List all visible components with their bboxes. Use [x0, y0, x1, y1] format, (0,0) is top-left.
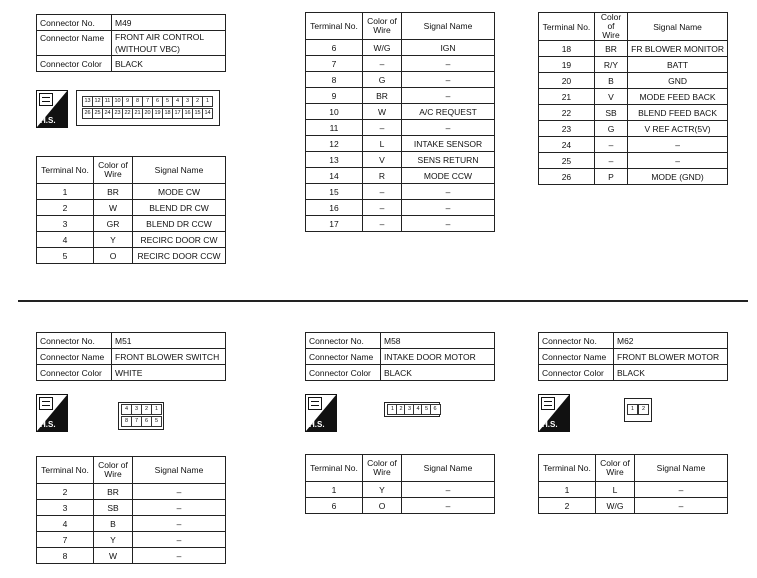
header-terminal: Terminal No.	[306, 455, 363, 482]
info-row	[539, 365, 728, 381]
wire-color-cell: W	[94, 200, 133, 216]
connector-pin: 13	[82, 96, 93, 107]
connector-pin: 6	[141, 416, 152, 427]
signal-name-cell: MODE FEED BACK	[628, 89, 728, 105]
header-signal: Signal Name	[635, 455, 728, 482]
connector-pin: 22	[122, 108, 133, 119]
info-label: Connector Color	[37, 56, 112, 72]
header-signal: Signal Name	[402, 455, 495, 482]
info-value: FRONT BLOWER SWITCH	[112, 349, 226, 365]
connector-pin: 6	[152, 96, 163, 107]
connector-pin: 8	[132, 96, 143, 107]
header-terminal: Terminal No.	[539, 13, 595, 41]
connector-pin: 25	[92, 108, 103, 119]
connector-pin: 1	[627, 404, 638, 415]
wire-color-cell: –	[363, 120, 402, 136]
terminal-cell: 23	[539, 121, 595, 137]
info-row	[37, 349, 226, 365]
info-row	[306, 333, 495, 349]
signal-name-cell: –	[635, 482, 728, 498]
wire-color-cell: BR	[594, 41, 627, 57]
info-row	[37, 365, 226, 381]
terminal-cell: 1	[37, 184, 94, 200]
wire-color-cell: SB	[594, 105, 627, 121]
info-row	[37, 15, 226, 31]
table-row	[37, 232, 226, 248]
wire-color-cell: O	[94, 248, 133, 264]
terminal-cell: 18	[539, 41, 595, 57]
terminal-cell: 8	[306, 72, 363, 88]
connector-pin: 8	[121, 416, 132, 427]
signal-name-cell: RECIRC DOOR CCW	[133, 248, 226, 264]
wire-color-cell: R/Y	[594, 57, 627, 73]
wire-color-cell: B	[594, 73, 627, 89]
signal-name-cell: BLEND DR CW	[133, 200, 226, 216]
terminal-cell: 7	[37, 532, 94, 548]
terminal-table-m51	[36, 456, 226, 564]
terminal-cell: 19	[539, 57, 595, 73]
signal-name-cell: –	[402, 72, 495, 88]
wire-color-cell: BR	[94, 184, 133, 200]
connector-pin: 19	[152, 108, 163, 119]
wire-color-cell: L	[596, 482, 635, 498]
table-header	[539, 455, 728, 482]
signal-name-cell: SENS RETURN	[402, 152, 495, 168]
info-value: M58	[381, 333, 495, 349]
terminal-cell: 4	[37, 232, 94, 248]
terminal-cell: 17	[306, 216, 363, 232]
connector-pin: 26	[82, 108, 93, 119]
connector-pin: 23	[112, 108, 123, 119]
wire-color-cell: W	[363, 104, 402, 120]
wire-color-cell: BR	[94, 484, 133, 500]
table-row	[539, 41, 728, 57]
connector-pin: 7	[142, 96, 153, 107]
connector-pin: 11	[102, 96, 113, 107]
table-header	[37, 157, 226, 184]
signal-name-cell: –	[402, 56, 495, 72]
info-label: Connector Name	[37, 349, 112, 365]
table-row	[306, 482, 495, 498]
wire-color-cell: –	[363, 56, 402, 72]
connector-pin: 17	[172, 108, 183, 119]
table-row	[306, 168, 495, 184]
table-row	[306, 184, 495, 200]
table-row	[306, 120, 495, 136]
info-label: Connector Name	[306, 349, 381, 365]
info-row	[37, 333, 226, 349]
terminal-cell: 2	[37, 484, 94, 500]
header-color: Color of Wire	[94, 157, 133, 184]
table-row	[37, 200, 226, 216]
terminal-cell: 4	[37, 516, 94, 532]
terminal-table-m58	[305, 454, 495, 514]
info-row	[306, 349, 495, 365]
terminal-cell: 11	[306, 120, 363, 136]
signal-name-cell: –	[402, 216, 495, 232]
wire-color-cell: W	[94, 548, 133, 564]
signal-name-cell: –	[133, 484, 226, 500]
connector-face-m51	[118, 402, 164, 430]
signal-name-cell: BLEND FEED BACK	[628, 105, 728, 121]
info-label: Connector No.	[306, 333, 381, 349]
connector-pin: 14	[202, 108, 213, 119]
terminal-cell: 2	[37, 200, 94, 216]
wire-color-cell: G	[594, 121, 627, 137]
terminal-cell: 3	[37, 216, 94, 232]
table-row	[306, 200, 495, 216]
connector-pin: 1	[202, 96, 213, 107]
table-row	[306, 40, 495, 56]
connector-pin: 15	[192, 108, 203, 119]
connector-face-m49	[76, 90, 220, 126]
wire-color-cell: B	[94, 516, 133, 532]
table-header	[306, 455, 495, 482]
terminal-cell: 5	[37, 248, 94, 264]
signal-name-cell: –	[133, 500, 226, 516]
table-row	[306, 88, 495, 104]
connector-pin: 18	[162, 108, 173, 119]
terminal-table-m49-b	[305, 12, 495, 232]
header-terminal: Terminal No.	[37, 457, 94, 484]
terminal-cell: 1	[306, 482, 363, 498]
terminal-table-m49-a	[36, 156, 226, 264]
terminal-cell: 3	[37, 500, 94, 516]
connector-pin: 5	[162, 96, 173, 107]
signal-name-cell: BATT	[628, 57, 728, 73]
connector-info-m49	[36, 14, 226, 72]
wire-color-cell: V	[363, 152, 402, 168]
section-divider	[18, 300, 748, 302]
signal-name-cell: IGN	[402, 40, 495, 56]
info-value: BLACK	[381, 365, 495, 381]
terminal-cell: 15	[306, 184, 363, 200]
info-value: BLACK	[614, 365, 728, 381]
terminal-cell: 10	[306, 104, 363, 120]
terminal-cell: 16	[306, 200, 363, 216]
terminal-table-m49-c	[538, 12, 728, 185]
connector-pin: 3	[131, 404, 142, 415]
table-row	[306, 56, 495, 72]
wire-color-cell: W/G	[363, 40, 402, 56]
info-label: Connector No.	[37, 15, 112, 31]
table-header	[539, 13, 728, 41]
table-row	[306, 152, 495, 168]
signal-name-cell: –	[133, 516, 226, 532]
header-signal: Signal Name	[628, 13, 728, 41]
terminal-cell: 2	[539, 498, 596, 514]
harness-side-icon	[36, 394, 68, 432]
info-value: (WITHOUT VBC)	[112, 43, 226, 56]
wire-color-cell: L	[363, 136, 402, 152]
info-label: Connector Color	[37, 365, 112, 381]
table-row	[37, 516, 226, 532]
table-row	[306, 136, 495, 152]
table-row	[306, 498, 495, 514]
info-row	[539, 349, 728, 365]
connector-pin: 4	[121, 404, 132, 415]
signal-name-cell: FR BLOWER MONITOR	[628, 41, 728, 57]
wire-color-cell: Y	[94, 532, 133, 548]
signal-name-cell: –	[402, 88, 495, 104]
info-label: Connector Name	[539, 349, 614, 365]
connector-pin: 2	[141, 404, 152, 415]
connector-face-m62	[624, 398, 652, 422]
terminal-cell: 26	[539, 169, 595, 185]
signal-name-cell: GND	[628, 73, 728, 89]
terminal-cell: 6	[306, 40, 363, 56]
table-header	[306, 13, 495, 40]
terminal-cell: 22	[539, 105, 595, 121]
wire-color-cell: –	[363, 200, 402, 216]
info-value: INTAKE DOOR MOTOR	[381, 349, 495, 365]
terminal-cell: 14	[306, 168, 363, 184]
wire-color-cell: GR	[94, 216, 133, 232]
connector-info-m62	[538, 332, 728, 381]
hs-label: H.S.	[542, 420, 558, 429]
connector-pin: 21	[132, 108, 143, 119]
connector-pin: 7	[131, 416, 142, 427]
signal-name-cell: –	[402, 482, 495, 498]
table-row	[539, 498, 728, 514]
info-value: M62	[614, 333, 728, 349]
hs-label: H.S.	[40, 116, 56, 125]
harness-side-icon	[538, 394, 570, 432]
signal-name-cell: –	[133, 548, 226, 564]
table-row	[306, 72, 495, 88]
terminal-cell: 9	[306, 88, 363, 104]
connector-pin: 2	[396, 404, 407, 415]
header-signal: Signal Name	[133, 157, 226, 184]
table-row	[539, 137, 728, 153]
hs-label: H.S.	[309, 420, 325, 429]
table-row	[37, 500, 226, 516]
connector-pin: 24	[102, 108, 113, 119]
connector-pin: 5	[151, 416, 162, 427]
wire-color-cell: P	[594, 169, 627, 185]
connector-face-m58	[384, 402, 440, 417]
terminal-cell: 20	[539, 73, 595, 89]
header-signal: Signal Name	[402, 13, 495, 40]
harness-side-icon	[305, 394, 337, 432]
signal-name-cell: –	[635, 498, 728, 514]
terminal-cell: 12	[306, 136, 363, 152]
connector-pin: 10	[112, 96, 123, 107]
terminal-cell: 1	[539, 482, 596, 498]
wire-color-cell: G	[363, 72, 402, 88]
terminal-cell: 8	[37, 548, 94, 564]
wire-color-cell: V	[594, 89, 627, 105]
info-value: FRONT AIR CONTROL	[112, 31, 226, 44]
table-row	[37, 184, 226, 200]
signal-name-cell: –	[628, 153, 728, 169]
terminal-cell: 21	[539, 89, 595, 105]
connector-pin: 1	[387, 404, 398, 415]
info-row	[539, 333, 728, 349]
header-terminal: Terminal No.	[306, 13, 363, 40]
table-row	[306, 216, 495, 232]
wire-color-cell: –	[363, 216, 402, 232]
info-value: M51	[112, 333, 226, 349]
connector-pin: 2	[638, 404, 649, 415]
terminal-cell: 7	[306, 56, 363, 72]
wire-color-cell: R	[363, 168, 402, 184]
wire-color-cell: W/G	[596, 498, 635, 514]
table-row	[37, 484, 226, 500]
table-row	[539, 89, 728, 105]
signal-name-cell: MODE (GND)	[628, 169, 728, 185]
header-terminal: Terminal No.	[37, 157, 94, 184]
table-row	[539, 105, 728, 121]
info-label: Connector Color	[539, 365, 614, 381]
signal-name-cell: –	[402, 498, 495, 514]
connector-pin: 6	[430, 404, 441, 415]
info-value: BLACK	[112, 56, 226, 72]
info-label: Connector Color	[306, 365, 381, 381]
terminal-cell: 24	[539, 137, 595, 153]
info-value: WHITE	[112, 365, 226, 381]
header-signal: Signal Name	[133, 457, 226, 484]
table-row	[539, 57, 728, 73]
connector-pin: 20	[142, 108, 153, 119]
info-label: Connector No.	[37, 333, 112, 349]
connector-pin: 9	[122, 96, 133, 107]
table-row	[539, 482, 728, 498]
connector-pin: 1	[151, 404, 162, 415]
connector-pin: 12	[92, 96, 103, 107]
signal-name-cell: MODE CCW	[402, 168, 495, 184]
header-color: Color of Wire	[594, 13, 627, 41]
terminal-cell: 25	[539, 153, 595, 169]
info-value: FRONT BLOWER MOTOR	[614, 349, 728, 365]
harness-side-icon	[36, 90, 68, 128]
wire-color-cell: O	[363, 498, 402, 514]
table-row	[539, 169, 728, 185]
signal-name-cell: –	[402, 120, 495, 136]
signal-name-cell: V REF ACTR(5V)	[628, 121, 728, 137]
connector-pin: 5	[421, 404, 432, 415]
wire-color-cell: –	[594, 153, 627, 169]
terminal-table-m62	[538, 454, 728, 514]
info-row	[37, 56, 226, 72]
table-row	[306, 104, 495, 120]
table-row	[539, 153, 728, 169]
header-color: Color of Wire	[94, 457, 133, 484]
table-row	[37, 248, 226, 264]
terminal-cell: 13	[306, 152, 363, 168]
info-row	[37, 31, 226, 44]
header-terminal: Terminal No.	[539, 455, 596, 482]
signal-name-cell: MODE CW	[133, 184, 226, 200]
connector-pin: 4	[413, 404, 424, 415]
connector-info-m51	[36, 332, 226, 381]
wire-color-cell: Y	[94, 232, 133, 248]
header-color: Color of Wire	[363, 13, 402, 40]
connector-pin: 3	[182, 96, 193, 107]
connector-pin: 2	[192, 96, 203, 107]
terminal-cell: 6	[306, 498, 363, 514]
table-header	[37, 457, 226, 484]
wire-color-cell: –	[594, 137, 627, 153]
signal-name-cell: INTAKE SENSOR	[402, 136, 495, 152]
signal-name-cell: A/C REQUEST	[402, 104, 495, 120]
info-label: Connector No.	[539, 333, 614, 349]
wire-color-cell: SB	[94, 500, 133, 516]
wire-color-cell: –	[363, 184, 402, 200]
connector-pin: 16	[182, 108, 193, 119]
header-color: Color of Wire	[363, 455, 402, 482]
table-row	[37, 532, 226, 548]
info-value: M49	[112, 15, 226, 31]
signal-name-cell: BLEND DR CCW	[133, 216, 226, 232]
wire-color-cell: BR	[363, 88, 402, 104]
table-row	[37, 216, 226, 232]
table-row	[539, 73, 728, 89]
table-row	[539, 121, 728, 137]
signal-name-cell: –	[402, 184, 495, 200]
signal-name-cell: –	[628, 137, 728, 153]
table-row	[37, 548, 226, 564]
wire-color-cell: Y	[363, 482, 402, 498]
connector-pin: 4	[172, 96, 183, 107]
hs-label: H.S.	[40, 420, 56, 429]
info-row	[306, 365, 495, 381]
signal-name-cell: RECIRC DOOR CW	[133, 232, 226, 248]
connector-pin: 3	[404, 404, 415, 415]
header-color: Color of Wire	[596, 455, 635, 482]
connector-info-m58	[305, 332, 495, 381]
signal-name-cell: –	[133, 532, 226, 548]
signal-name-cell: –	[402, 200, 495, 216]
info-label: Connector Name	[37, 31, 112, 56]
